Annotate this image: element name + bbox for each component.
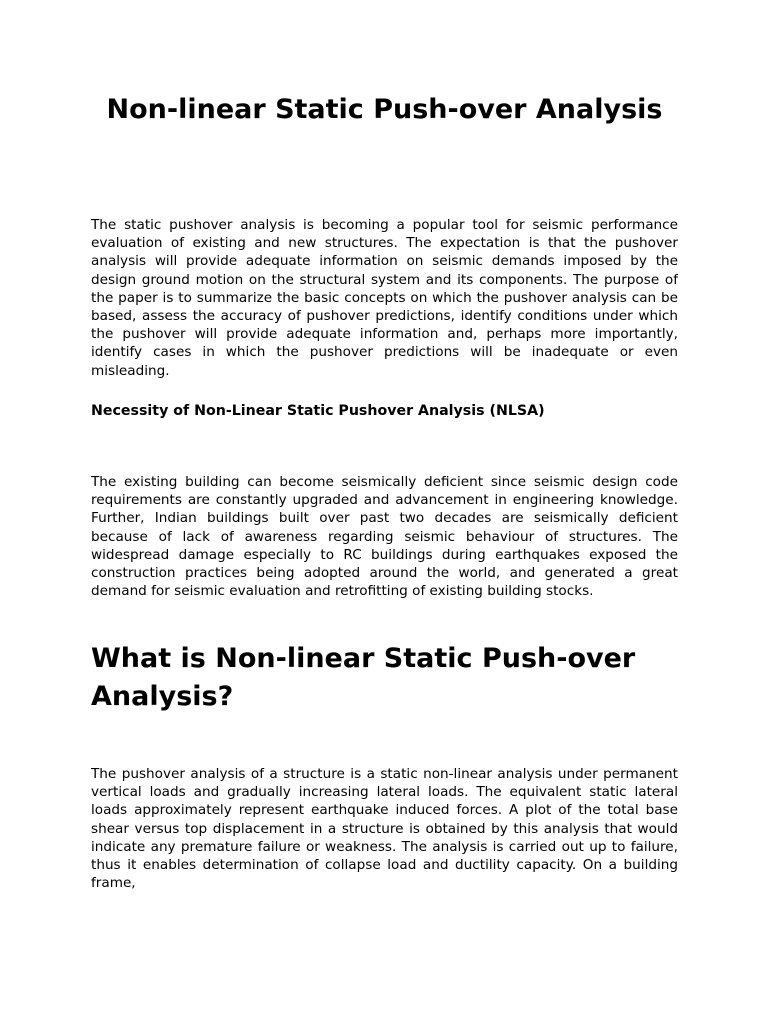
necessity-paragraph: The existing building can become seismically deficient since seismic design code requirements are constantly upgraded and advancement in engineering knowledge. Further, Indian buildings built over past two decades are seismically deficient because of lack of awareness regarding seismic behaviour of structures. The widespread damage especially to RC buildings during earthquakes exposed the construction practices being adopted around the world, and generated a great demand for seismic evaluation and retrofitting of existing building stocks. bbox=[91, 474, 678, 600]
what-is-heading: What is Non-linear Static Push-over Analysis? bbox=[91, 643, 636, 712]
document-title: Non-linear Static Push-over Analysis bbox=[106, 94, 663, 125]
necessity-heading: Necessity of Non-Linear Static Pushover Analysis (NLSA) bbox=[91, 403, 545, 419]
intro-paragraph: The static pushover analysis is becoming a popular tool for seismic performance evaluation of existing and new structures. The expectation is that the pushover analysis will provide adequate information on seismic demands imposed by the design ground motion on the structural system and its components. The purpose of the paper is to summarize the basic concepts on which the pushover analysis can be based, assess the accuracy of pushover predictions, identify conditions under which the pushover will provide adequate information and, perhaps more importantly, identify cases in which the pushover predictions will be inadequate or even misleading. bbox=[91, 217, 678, 379]
what-is-paragraph: The pushover analysis of a structure is a static non-linear analysis under permanent vertical loads and gradually increasing lateral loads. The equivalent static lateral loads approximately represent earthquake induced forces. A plot of the total base shear versus top displacement in a structure is obtained by this analysis that would indicate any premature failure or weakness. The analysis is carried out up to failure, thus it enables determination of collapse load and ductility capacity. On a building frame, bbox=[91, 766, 678, 892]
document-page bbox=[91, 0, 678, 1024]
